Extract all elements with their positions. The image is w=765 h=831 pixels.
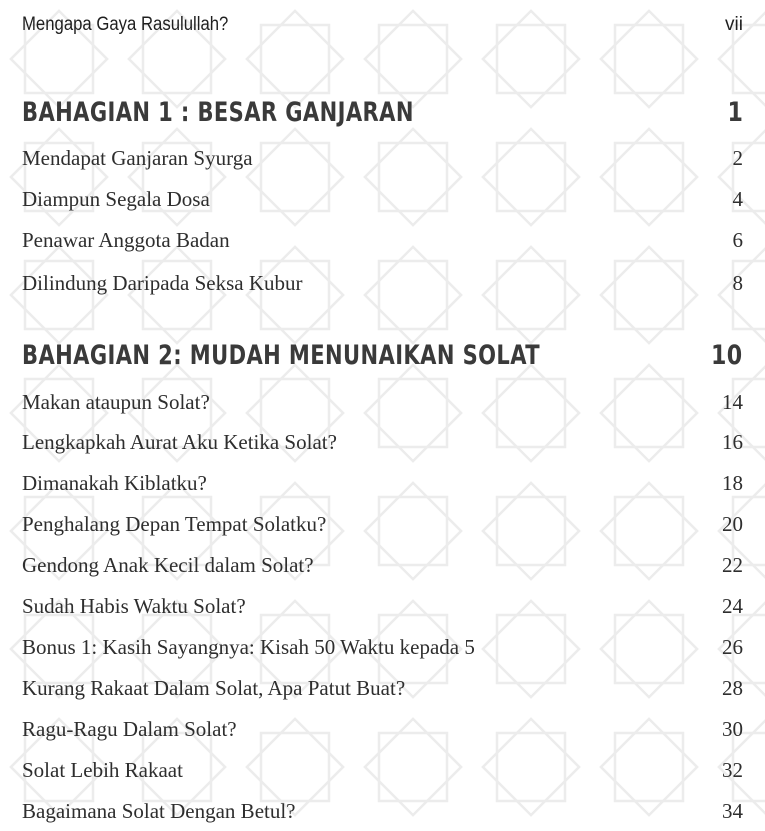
section-heading-title: BAHAGIAN 1 : BESAR GANJARAN bbox=[22, 97, 414, 128]
toc-entry-title: Dimanakah Kiblatku? bbox=[22, 471, 207, 495]
toc-entry-title: Lengkapkah Aurat Aku Ketika Solat? bbox=[22, 430, 337, 454]
toc-entry-title: Bonus 1: Kasih Sayangnya: Kisah 50 Waktu kepada 5 bbox=[22, 635, 475, 659]
toc-entry-title: Mendapat Ganjaran Syurga bbox=[22, 146, 253, 170]
toc-entry[interactable] bbox=[22, 146, 743, 171]
toc-entry-page: 24 bbox=[722, 594, 743, 618]
toc-entry-page: 8 bbox=[732, 271, 743, 295]
toc-entry-title: Kurang Rakaat Dalam Solat, Apa Patut Buat? bbox=[22, 676, 406, 700]
toc-entry[interactable] bbox=[22, 676, 743, 701]
toc-entry[interactable] bbox=[22, 799, 743, 824]
toc-entry-page: 14 bbox=[722, 390, 743, 414]
toc-entry[interactable] bbox=[22, 271, 743, 296]
toc-entry-title: Bagaimana Solat Dengan Betul? bbox=[22, 799, 296, 823]
toc-entry[interactable] bbox=[22, 187, 743, 212]
section-heading-title: BAHAGIAN 2: MUDAH MENUNAIKAN SOLAT bbox=[22, 340, 541, 371]
toc-entry-page: 34 bbox=[722, 799, 743, 823]
toc-entry-page: 6 bbox=[732, 228, 743, 252]
toc-entry[interactable] bbox=[22, 553, 743, 578]
toc-entry-title: Mengapa Gaya Rasulullah? bbox=[22, 14, 229, 35]
toc-entry-title: Diampun Segala Dosa bbox=[22, 187, 210, 211]
toc-entry-title: Sudah Habis Waktu Solat? bbox=[22, 594, 246, 618]
toc-entry[interactable] bbox=[22, 512, 743, 537]
toc-entry-page: 22 bbox=[722, 553, 743, 577]
toc-entry-title: Penghalang Depan Tempat Solatku? bbox=[22, 512, 327, 536]
toc-entry-page: 2 bbox=[732, 146, 743, 170]
toc-entry-title: Ragu-Ragu Dalam Solat? bbox=[22, 717, 237, 741]
toc-entry-page: 32 bbox=[722, 758, 743, 782]
toc-entry[interactable] bbox=[22, 471, 743, 496]
toc-entry-page: 16 bbox=[722, 430, 743, 454]
toc-entry-title: Makan ataupun Solat? bbox=[22, 390, 210, 414]
toc-entry-page: 30 bbox=[722, 717, 743, 741]
toc-entry-page: 28 bbox=[722, 676, 743, 700]
section-heading-2[interactable] bbox=[22, 340, 743, 371]
toc-entry[interactable] bbox=[22, 635, 743, 660]
toc-entry-title: Penawar Anggota Badan bbox=[22, 228, 230, 252]
section-heading-1[interactable] bbox=[22, 97, 743, 128]
toc-entry-title: Gendong Anak Kecil dalam Solat? bbox=[22, 553, 314, 577]
section-heading-page: 1 bbox=[727, 97, 743, 128]
toc-entry-page: 20 bbox=[722, 512, 743, 536]
toc-entry[interactable] bbox=[22, 758, 743, 783]
toc-entry-page: 4 bbox=[732, 187, 743, 211]
section-heading-page: 10 bbox=[711, 340, 743, 371]
toc-entry-title: Dilindung Daripada Seksa Kubur bbox=[22, 271, 303, 295]
toc-entry[interactable] bbox=[22, 390, 743, 415]
toc-entry[interactable] bbox=[22, 594, 743, 619]
toc-entry-page: 26 bbox=[722, 635, 743, 659]
toc-entry[interactable] bbox=[22, 228, 743, 253]
toc-entry-page: vii bbox=[725, 14, 743, 35]
toc-entry-title: Solat Lebih Rakaat bbox=[22, 758, 183, 782]
toc-entry[interactable] bbox=[22, 717, 743, 742]
toc-entry[interactable] bbox=[22, 430, 743, 455]
toc-entry-preface[interactable] bbox=[22, 14, 743, 36]
toc-entry-page: 18 bbox=[722, 471, 743, 495]
